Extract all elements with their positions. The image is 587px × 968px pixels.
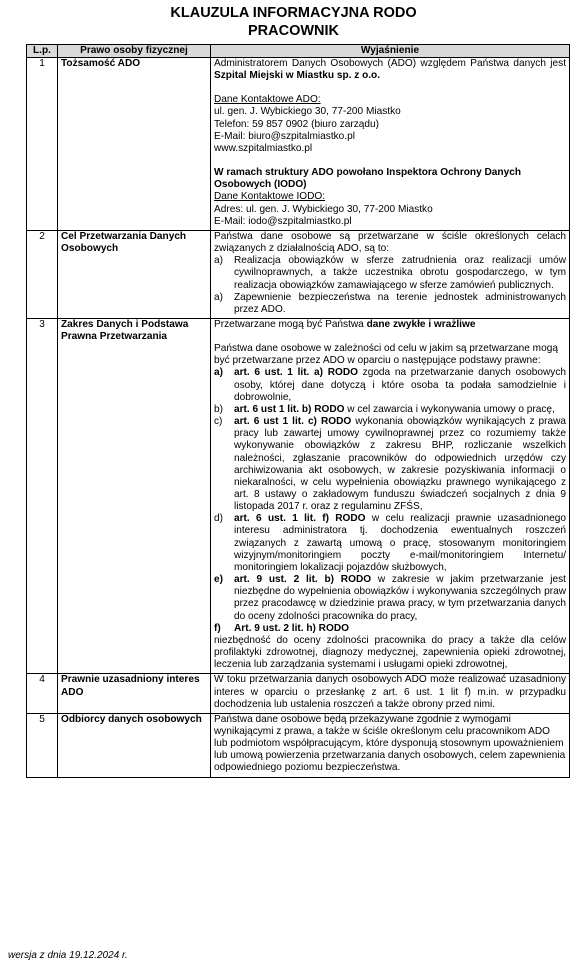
- row-right-name: Tożsamość ADO: [58, 58, 211, 231]
- ado-text: Administratorem Danych Osobowych (ADO) względem Państwa danych jest: [214, 58, 566, 69]
- list-item: b) art. 6 ust 1 lit. b) RODO w cel zawarcia i wykonywania umowy o pracę,: [214, 403, 555, 415]
- list-item: a) art. 6 ust. 1 lit. a) RODO zgoda na przetwarzanie danych osobowych osoby, której dane dotyczą i które osoba ta podała samodzielnie i dobrowolnie,: [214, 367, 566, 403]
- ado-paragraph: [214, 58, 566, 82]
- ado-contact-line: Telefon: 59 857 0902 (biuro zarządu): [214, 118, 379, 130]
- row-number: 2: [27, 230, 58, 318]
- list-item: a) Zapewnienie bezpieczeństwa na terenie jednostek administrowanych przez ADO.: [214, 291, 566, 315]
- header-explanation: Wyjaśnienie: [211, 45, 570, 58]
- ado-company-name: Szpital Miejski w Miastku sp. z o.o.: [214, 70, 381, 82]
- ado-contact-line: ul. gen. J. Wybickiego 30, 77-200 Miastko: [214, 106, 401, 118]
- scope-paragraph: Państwa dane osobowe w zależności od celu w jakim są przetwarzane mogą być przetwarzane przez ADO w oparciu o następujące podstawy prawne:: [214, 343, 558, 367]
- scope-intro: Przetwarzane mogą być Państwa dane zwykłe i wrażliwe: [214, 318, 476, 330]
- row-number: 1: [27, 58, 58, 231]
- list-item-continuation: niezbędność do oceny zdolności pracownika do pracy a także dla celów profilaktyki zdrowotnej, diagnozy medycznej, zapewnienia opieki zdrowotnej, leczenia lub zarządzania systemami i usługami opieki zdrowotnej,: [214, 634, 566, 671]
- document-title: [0, 4, 587, 40]
- table-row: [27, 58, 570, 231]
- row-number: 4: [27, 674, 58, 713]
- row-explanation: [211, 318, 570, 673]
- table-row: [27, 713, 570, 777]
- version-footer: wersja z dnia 19.12.2024 r.: [8, 950, 128, 961]
- iodo-contact-heading: Dane Kontaktowe IODO:: [214, 191, 326, 203]
- iodo-statement: W ramach struktury ADO powołano Inspektora Ochrony Danych Osobowych (IODO): [214, 167, 521, 191]
- rodo-table: [26, 44, 570, 778]
- row-explanation: Państwa dane osobowe będą przekazywane zgodnie z wymogami wynikającymi z prawa, a także w ściśle określonym celu pracownikom ADO lub podmiotom współpracującym, które dysponują stosownym upoważnieniem lub umową powierzenia przetwarzania danych osobowych, celem zapewnienia odpowiedniego poziomu bezpieczeństwa.: [211, 713, 570, 777]
- row-explanation: [211, 58, 570, 231]
- row-explanation: [211, 230, 570, 318]
- list-item: c) art. 6 ust 1 lit. c) RODO wykonania obowiązków wynikających z prawa pracy lub zawartej umowy cywilnoprawnej przez co rozumiemy także wykonywanie obowiązków z zakresu BHP, rozliczanie wszelkich należności, zgłaszanie pracowników do odpowiednich urzędów czy archiwizowania akt osobowych, w zakresie pozyskiwania informacji o niekaralności, w celu wypełnienia obowiązku prawnego wynikającego z art. 8 ustawy o zakładowym funduszu świadczeń socjalnych z dnia 9 listopada 2017 r. oraz z regulaminu ZFŚS,: [214, 416, 567, 513]
- header-lp: L.p.: [27, 45, 58, 58]
- row-right-name: Zakres Danych i Podstawa Prawna Przetwarzania: [58, 318, 211, 673]
- title-line-1: KLAUZULA INFORMACYJNA RODO: [170, 5, 417, 21]
- row-number: 3: [27, 318, 58, 673]
- list-item: f) Art. 9 ust. 2 lit. h) RODO: [214, 622, 349, 634]
- row-right-name: Prawnie uzasadniony interes ADO: [58, 674, 211, 713]
- table-row: [27, 674, 570, 713]
- iodo-contact-line: Adres: ul. gen. J. Wybickiego 30, 77-200 Miastko: [214, 203, 433, 215]
- row-explanation: W toku przetwarzania danych osobowych ADO może realizować uzasadniony interes w oparciu o przesłankę z art. 6 ust. 1 lit f) m.in. w przypadku dochodzenia lub ustalenia roszczeń a także obrony przed nimi.: [211, 674, 570, 713]
- header-row: [27, 45, 570, 58]
- ado-contact-heading: Dane Kontaktowe ADO:: [214, 94, 321, 106]
- list-item: e) art. 9 ust. 2 lit. b) RODO w zakresie w jakim przetwarzanie jest niezbędne do wypełnienia obowiązków i wykonywania szczególnych praw przez pracodawcę w dziedzinie prawa pracy, w tym przetwarzania danych do oceny zdolności pracownika do pracy,: [214, 574, 566, 622]
- table-row: [27, 318, 570, 673]
- iodo-email-link[interactable]: E-Mail: iodo@szpitalmiastko.pl: [214, 215, 352, 227]
- purpose-intro: Państwa dane osobowe są przetwarzane w ściśle określonych celach związanych z działalnością ADO, są to:: [214, 230, 566, 255]
- row-number: 5: [27, 713, 58, 777]
- ado-email-link[interactable]: E-Mail: biuro@szpitalmiastko.pl: [214, 130, 355, 142]
- row-right-name: Odbiorcy danych osobowych: [58, 713, 211, 777]
- table-row: [27, 230, 570, 318]
- title-line-2: PRACOWNIK: [247, 23, 340, 39]
- list-item: d) art. 6 ust. 1 lit. f) RODO w celu realizacji prawnie uzasadnionego interesu administratora tj. dochodzenia ewentualnych roszczeń związanych z zawartą umową o pracę, stosowanym monitoringiem wizyjnym/monitoringiem poczty e-mail/monitoringiem Internetu/ monitoringiem lokalizacji pojazdów służbowych,: [214, 513, 567, 573]
- row-right-name: Cel Przetwarzania Danych Osobowych: [58, 230, 211, 318]
- header-right: Prawo osoby fizycznej: [58, 45, 211, 58]
- list-item: a) Realizacja obowiązków w sferze zatrudnienia oraz realizacji umów cywilnoprawnych, a także uczestnika obrotu gospodarczego, w tym realizacja obowiązków zamawiającego w sferze zamówień publicznych.: [214, 255, 566, 291]
- ado-website-link[interactable]: www.szpitalmiastko.pl: [214, 142, 313, 154]
